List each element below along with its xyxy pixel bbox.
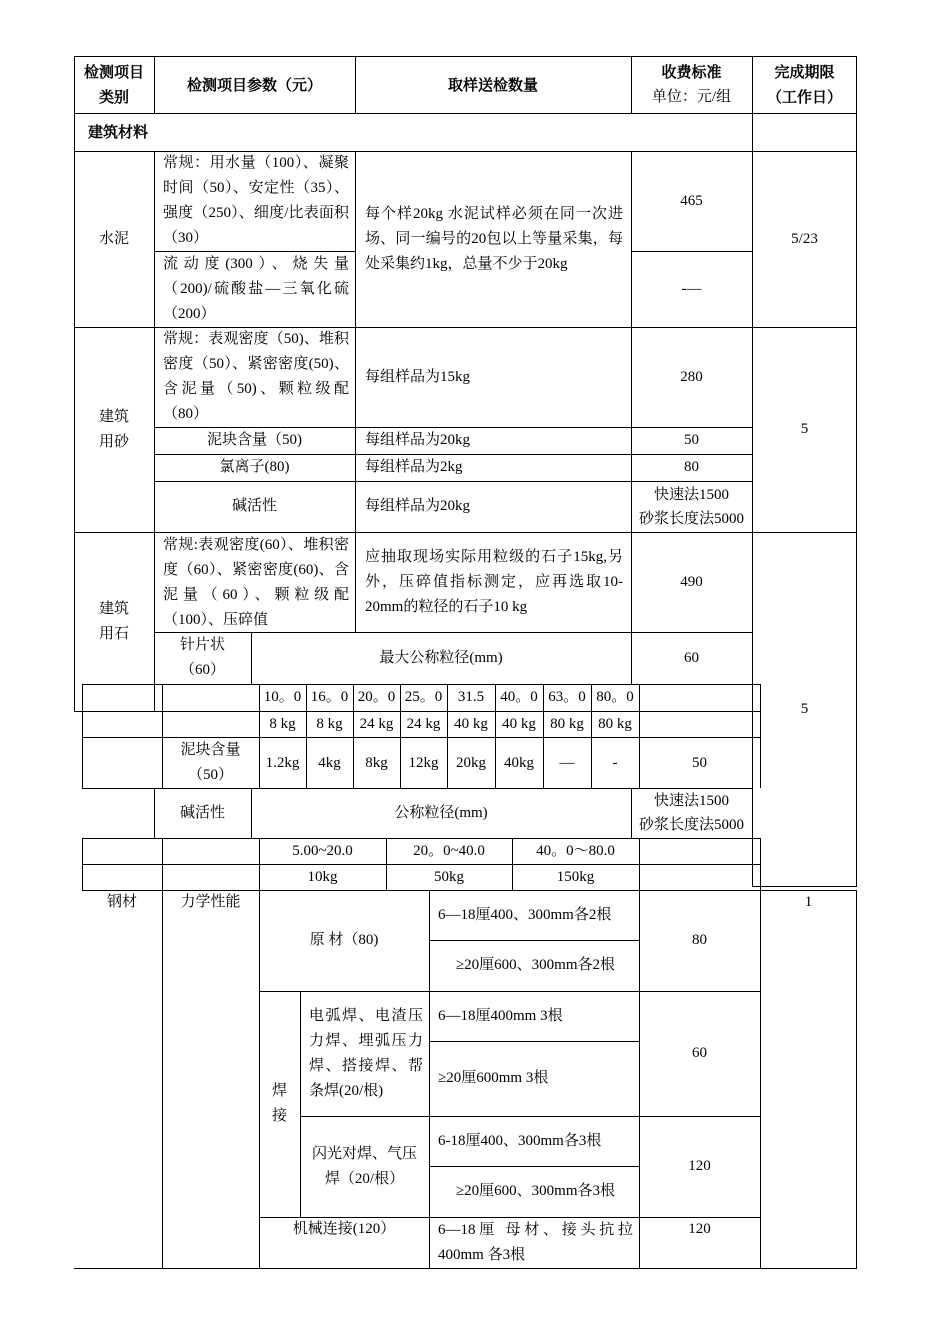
sand-fee-3: 80 bbox=[684, 459, 699, 475]
section-title: 建筑材料 bbox=[88, 123, 149, 141]
rule bbox=[543, 684, 544, 788]
steel-arc-sampling-1: 6—18厘400mm 3根 bbox=[438, 1007, 563, 1024]
rule bbox=[82, 711, 760, 712]
stone-fee-4 bbox=[631, 788, 752, 838]
rule bbox=[259, 991, 760, 992]
steel-period: 1 bbox=[804, 894, 813, 910]
stone-fee-1: 490 bbox=[680, 573, 703, 590]
stone-size-label: 最大公称粒径(mm) bbox=[379, 649, 503, 666]
sand-name: 建筑用砂 bbox=[98, 408, 129, 450]
stone-fee-4-fast: 快速法1500 bbox=[653, 793, 729, 809]
rule bbox=[251, 632, 252, 684]
header-period bbox=[752, 57, 857, 113]
rule bbox=[355, 56, 356, 113]
steel-flash: 闪光对焊、气压焊（20/根） bbox=[311, 1145, 417, 1187]
stone-sampling-1: 应抽取现场实际用粒级的石子15kg,另外，压碎值指标测定，应再选取10-20mm的粒径的石子10 kg bbox=[365, 548, 623, 615]
steel-mech-sampling: 6—18厘 母材、接头抗拉400mm 各3根 bbox=[438, 1221, 633, 1263]
sand-sampling-4: 每组样品为20kg bbox=[365, 498, 471, 514]
rule bbox=[82, 788, 154, 789]
stone-size: 10。0 bbox=[263, 689, 302, 705]
stone-weight: 24 kg bbox=[359, 716, 394, 732]
stone-size: 20。0 bbox=[357, 689, 396, 705]
stone-period: 5 bbox=[800, 701, 809, 717]
header-sampling: 取样送检数量 bbox=[447, 76, 538, 94]
steel-raw-fee: 80 bbox=[692, 932, 707, 948]
rule bbox=[353, 684, 354, 788]
steel-weld: 焊接 bbox=[271, 1083, 287, 1124]
stone-param-4: 碱活性 bbox=[179, 804, 225, 821]
stone-fee-3: 50 bbox=[692, 754, 707, 771]
rule bbox=[82, 684, 83, 788]
rule bbox=[306, 684, 307, 788]
stone-weight: 8 kg bbox=[269, 716, 296, 732]
stone-mud: - bbox=[612, 754, 618, 771]
rule bbox=[162, 838, 163, 890]
rule bbox=[300, 1116, 760, 1117]
stone-size: 40。0 bbox=[500, 689, 538, 705]
stone-range: 5.00~20.0 bbox=[292, 842, 353, 859]
steel-raw-sampling-1: 6—18厘400、300mm各2根 bbox=[438, 906, 612, 923]
rule bbox=[631, 788, 632, 838]
rule bbox=[74, 151, 857, 152]
stone-weight: 80 kg bbox=[598, 716, 632, 732]
header-fee bbox=[631, 57, 752, 113]
sand-param-1: 常规：表观密度（50)、堆积密度（50）、紧密密度(50)、含泥量（50)、颗粒级配（80） bbox=[163, 331, 349, 422]
stone-weight: 80 kg bbox=[550, 716, 584, 732]
stone-range: 20。0~40.0 bbox=[413, 842, 485, 859]
rule bbox=[74, 711, 82, 712]
rule bbox=[259, 890, 260, 1268]
rule bbox=[82, 737, 760, 738]
stone-size: 80。0 bbox=[596, 689, 634, 705]
sand-fee-4-fast: 快速法1500 bbox=[653, 486, 729, 503]
steel-arc: 电弧焊、电渣压力焊、埋弧压力焊、搭接焊、帮条焊(20/根) bbox=[309, 1007, 423, 1099]
steel-mechanical: 力学性能 bbox=[180, 894, 241, 910]
rule bbox=[512, 838, 513, 890]
rule bbox=[162, 890, 163, 1268]
sand-param-4: 碱活性 bbox=[231, 498, 277, 514]
rule bbox=[429, 1166, 639, 1167]
rule bbox=[74, 113, 857, 114]
rule bbox=[447, 684, 448, 788]
stone-weight: 24 kg bbox=[406, 716, 441, 732]
rule bbox=[82, 838, 760, 839]
stone-size: 31.5 bbox=[457, 689, 485, 705]
rule bbox=[631, 251, 752, 252]
fee-title: 收费标准 bbox=[661, 64, 722, 81]
rule bbox=[251, 788, 252, 838]
period-title: 完成期限 bbox=[774, 64, 835, 81]
rule bbox=[760, 684, 761, 788]
steel-flash-sampling-1: 6-18厘400、300mm各3根 bbox=[438, 1132, 602, 1149]
steel-raw-sampling-2: ≥20厘600、300mm各2根 bbox=[455, 957, 616, 973]
stone-weight: 40 kg bbox=[502, 716, 536, 732]
rule bbox=[760, 890, 761, 1268]
stone-mud: — bbox=[559, 754, 575, 771]
sand-fee-4 bbox=[631, 481, 752, 532]
rule bbox=[82, 838, 83, 890]
rule bbox=[154, 427, 752, 428]
rule bbox=[74, 56, 75, 712]
cement-fee-1: 465 bbox=[680, 192, 703, 209]
rule bbox=[82, 864, 760, 865]
rule bbox=[82, 684, 760, 685]
stone-weight: 8 kg bbox=[316, 716, 343, 732]
rule bbox=[355, 151, 356, 632]
stone-mud: 4kg bbox=[318, 754, 341, 771]
cement-name: 水泥 bbox=[98, 230, 129, 247]
rule bbox=[856, 56, 857, 886]
stone-weight: 40 kg bbox=[454, 716, 488, 732]
rule bbox=[154, 151, 155, 712]
steel-flash-fee: 120 bbox=[688, 1158, 711, 1174]
sand-period: 5 bbox=[800, 421, 809, 437]
rule bbox=[162, 684, 163, 788]
rule bbox=[639, 838, 640, 890]
cement-param-2: 流动度(300）、烧失量（200)/硫酸盐—三氧化硫（200） bbox=[163, 255, 349, 322]
rule bbox=[631, 56, 632, 113]
stone-param-2: 针片状（60） bbox=[179, 637, 225, 678]
rule bbox=[386, 838, 387, 890]
rule bbox=[74, 327, 857, 328]
cement-param-1: 常规：用水量（100）、凝聚时间（50）、安定性（35）、强度（250）、细度/比表面积（30） bbox=[163, 155, 349, 246]
stone-range-weight: 150kg bbox=[556, 868, 595, 885]
rule bbox=[752, 56, 753, 886]
stone-param-3: 泥块含量（50） bbox=[180, 742, 241, 783]
rule bbox=[259, 838, 260, 890]
stone-size-label-2: 公称粒径(mm) bbox=[394, 804, 488, 821]
rule bbox=[631, 151, 632, 684]
sand-sampling-3: 每组样品为2kg bbox=[365, 459, 463, 475]
stone-mud: 12kg bbox=[408, 754, 439, 771]
rule bbox=[495, 684, 496, 788]
stone-mud: 8kg bbox=[365, 754, 388, 771]
steel-arc-sampling-2: ≥20厘600mm 3根 bbox=[438, 1070, 549, 1086]
stone-size: 25。0 bbox=[404, 689, 443, 705]
sand-fee-1: 280 bbox=[680, 368, 703, 385]
rule bbox=[154, 481, 752, 482]
stone-mud: 1.2kg bbox=[265, 754, 300, 771]
stone-param-1: 常规:表观密度(60）、堆积密度（60）、紧密密度(60)、含泥量（60）、颗粒级配（100）、压碎值 bbox=[163, 537, 349, 628]
sand-fee-2: 50 bbox=[684, 432, 699, 448]
rule bbox=[82, 890, 857, 891]
rule bbox=[591, 684, 592, 788]
steel-name: 钢材 bbox=[106, 894, 137, 910]
stone-name: 建筑用石 bbox=[98, 601, 129, 642]
sand-sampling-2: 每组样品为20kg bbox=[365, 432, 471, 448]
cement-fee-2: -— bbox=[681, 280, 702, 297]
header-params: 检测项目参数（元） bbox=[186, 76, 322, 94]
steel-raw: 原 材（80) bbox=[309, 932, 379, 948]
stone-range-weight: 10kg bbox=[307, 868, 338, 885]
sand-sampling-1: 每组样品为15kg bbox=[365, 368, 471, 385]
rule bbox=[259, 684, 260, 788]
rule bbox=[429, 940, 639, 941]
rule bbox=[400, 684, 401, 788]
rule bbox=[259, 1217, 760, 1218]
cement-sampling: 每个样20kg 水泥试样必须在同一次进场、同一编号的20包以上等量采集，每处采集约1kg，总量不少于20kg bbox=[365, 205, 623, 272]
steel-mech-fee: 120 bbox=[688, 1221, 711, 1237]
rule bbox=[639, 684, 640, 788]
sand-param-2: 泥块含量（50) bbox=[207, 432, 302, 448]
steel-arc-fee: 60 bbox=[692, 1045, 707, 1061]
rule bbox=[760, 838, 761, 890]
rule bbox=[154, 56, 155, 113]
sand-param-3: 氯离子(80) bbox=[219, 459, 290, 475]
rule bbox=[154, 632, 752, 633]
cement-period: 5/23 bbox=[791, 230, 818, 247]
rule bbox=[154, 788, 752, 789]
stone-range-weight: 50kg bbox=[434, 868, 464, 885]
rule bbox=[74, 1268, 857, 1269]
stone-size: 63。0 bbox=[548, 689, 586, 705]
rule bbox=[856, 890, 857, 1268]
rule bbox=[429, 1041, 639, 1042]
steel-mech-conn: 机械连接(120） bbox=[292, 1221, 396, 1237]
rule bbox=[154, 788, 155, 838]
period-unit: （工作日） bbox=[766, 89, 842, 106]
stone-range: 40。0～80.0 bbox=[536, 842, 615, 859]
stone-mud: 20kg bbox=[456, 754, 486, 771]
stone-size: 16。0 bbox=[310, 689, 349, 705]
stone-fee-4-mortar: 砂浆长度法5000 bbox=[638, 817, 744, 833]
rule bbox=[74, 532, 857, 533]
rule bbox=[429, 890, 430, 1268]
fee-unit: 单位：元/组 bbox=[651, 89, 732, 105]
rule bbox=[639, 890, 640, 1268]
rule bbox=[154, 454, 752, 455]
rule bbox=[300, 991, 301, 1217]
stone-mud: 40kg bbox=[504, 754, 534, 771]
sand-fee-4-mortar: 砂浆长度法5000 bbox=[638, 510, 744, 527]
header-category: 检测项目类别 bbox=[83, 64, 144, 106]
steel-flash-sampling-2: ≥20厘600、300mm各3根 bbox=[455, 1183, 616, 1199]
rule bbox=[154, 251, 355, 252]
stone-fee-2: 60 bbox=[684, 649, 699, 666]
rule bbox=[752, 886, 857, 887]
rule bbox=[74, 56, 857, 57]
